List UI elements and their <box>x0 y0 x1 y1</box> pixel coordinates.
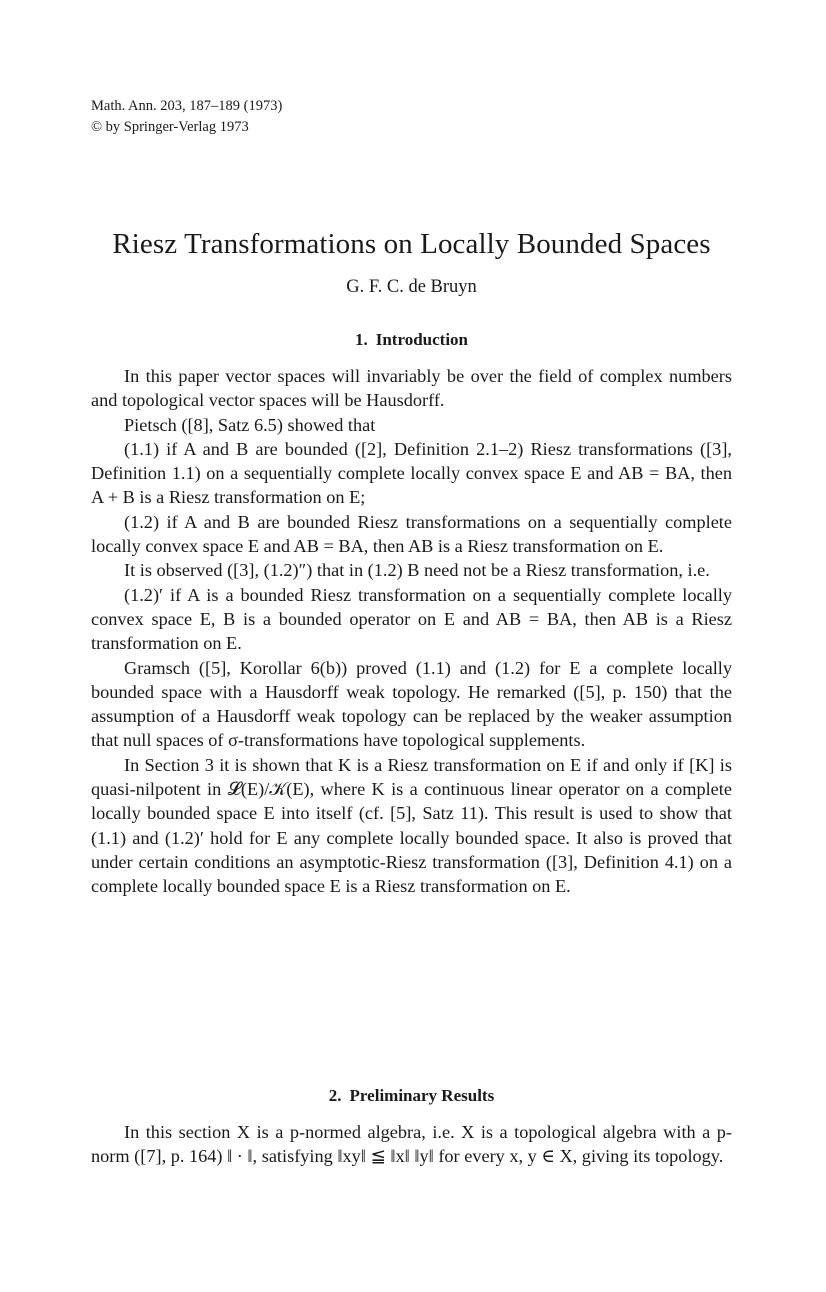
section-number: 2. <box>328 1086 342 1105</box>
copyright-notice: © by Springer-Verlag 1973 <box>91 119 249 135</box>
paragraph: (1.2)′ if A is a bounded Riesz transformation on a sequentially complete locally convex space E, B is a bounded operator on E and AB = BA, then AB is a Riesz transformation on E. <box>91 584 732 654</box>
paragraph: It is observed ([3], (1.2)″) that in (1.2) B need not be a Riesz transformation, i.e. <box>124 560 710 581</box>
paragraph: (1.2) if A and B are bounded Riesz transformations on a sequentially complete locally convex space E and AB = BA, then AB is a Riesz transformation on E. <box>91 511 732 557</box>
paragraph: (1.1) if A and B are bounded ([2], Definition 2.1–2) Riesz transformations ([3], Definition 1.1) on a sequentially complete locally convex space E and AB = BA, then A + B is a Riesz transformation on E; <box>91 438 732 508</box>
section-number: 1. <box>354 330 368 349</box>
paper-page <box>91 0 732 1292</box>
paper-title: Riesz Transformations on Locally Bounded Spaces <box>112 228 711 260</box>
paragraph: In this section X is a p-normed algebra, i.e. X is a topological algebra with a p-norm ([7], p. 164) ‖ · ‖, satisfying ‖xy‖ ≦ ‖x‖ ‖y‖ for every x, y ∈ X, giving its topology. <box>91 1122 732 1167</box>
journal-info <box>91 96 282 138</box>
section-title: Introduction <box>375 330 468 349</box>
journal-citation: Math. Ann. 203, 187–189 (1973) <box>91 98 283 114</box>
paragraph: In Section 3 it is shown that K is a Riesz transformation on E if and only if [K] is quasi-nilpotent in 𝓛(E)/𝒦(E), where K is a continuous linear operator on a complete locally bounded space E into itself (cf. [5], Satz 11). This result is used to show that (1.1) and (1.2)′ hold for E any complete locally bounded space. It also is proved that under certain conditions an asymptotic-Riesz transformation ([3], Definition 4.1) on a complete locally bounded space E is a Riesz transformation on E. <box>91 754 732 897</box>
preliminary-results-body <box>91 1120 732 1169</box>
introduction-body <box>91 364 732 899</box>
section-heading-preliminary-results <box>91 1084 732 1108</box>
paragraph: In this paper vector spaces will invariably be over the field of complex numbers and topological vector spaces will be Hausdorff. <box>91 366 732 411</box>
section-title: Preliminary Results <box>349 1086 495 1105</box>
paragraph: Gramsch ([5], Korollar 6(b)) proved (1.1) and (1.2) for E a complete locally bounded space with a Hausdorff weak topology. He remarked ([5], p. 150) that the assumption of a Hausdorff weak topology can be replaced by the weaker assumption that null spaces of σ-transformations have topological supplements. <box>91 657 732 751</box>
section-heading-introduction <box>91 328 732 352</box>
paragraph: Pietsch ([8], Satz 6.5) showed that <box>124 414 376 435</box>
paper-author: G. F. C. de Bruyn <box>346 277 477 297</box>
